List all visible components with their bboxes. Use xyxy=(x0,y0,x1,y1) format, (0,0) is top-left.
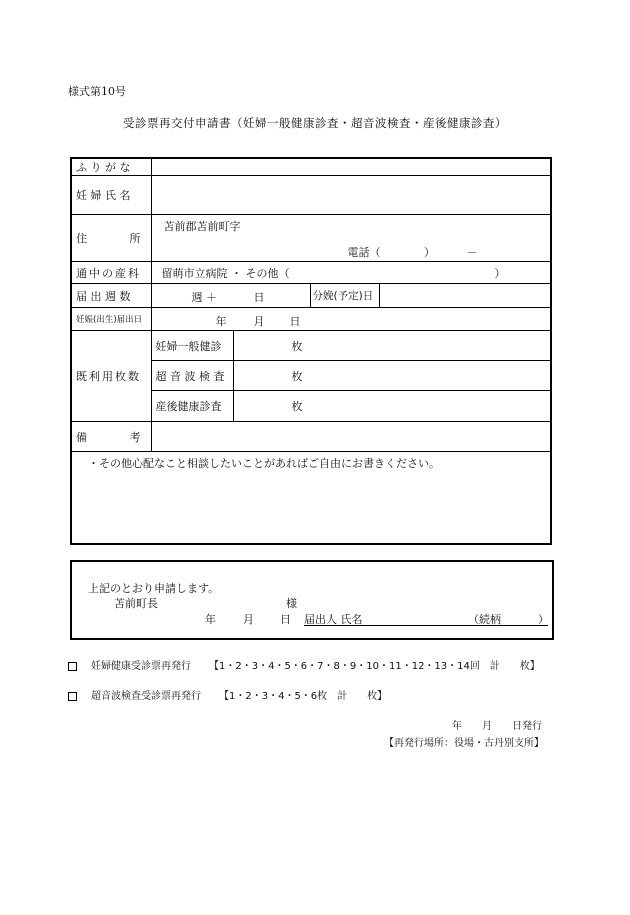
application-year: 年 xyxy=(205,613,216,626)
remarks-row xyxy=(71,422,551,452)
report-week-field[interactable] xyxy=(151,284,310,308)
application-box xyxy=(70,560,554,640)
used-label-ultrasound: 超 音 波 検 査 xyxy=(151,361,233,391)
week-text: 週 ＋ xyxy=(191,291,217,304)
form-title: 受診票再交付申請書（妊婦一般健康診査・超音波検査・産後健康診査） xyxy=(123,116,507,130)
applicant-underline xyxy=(304,625,548,626)
used-row-1 xyxy=(71,331,551,361)
form-number: 様式第10号 xyxy=(68,85,126,98)
used-label-checkup: 妊婦一般健診 xyxy=(151,331,233,361)
relation-label: （続柄 xyxy=(468,613,501,626)
remarks-label: 備 考 xyxy=(71,422,151,452)
reissue-checkup-line xyxy=(68,657,540,672)
name-label: 妊 婦 氏 名 xyxy=(71,176,151,215)
used-unit-postpartum: 枚 xyxy=(291,400,303,413)
reissue-ultrasound-label: 超音波検査受診票再発行 xyxy=(91,691,201,702)
addressee: 苫前町長 xyxy=(114,597,158,610)
notes-field[interactable] xyxy=(71,452,551,544)
birth-report-field[interactable] xyxy=(151,308,551,331)
issue-place: 【再発行場所：役場・古丹別支所】 xyxy=(384,738,544,749)
used-field-checkup[interactable] xyxy=(233,331,551,361)
honorific: 様 xyxy=(286,597,297,610)
reissue-ultrasound-checkbox[interactable] xyxy=(68,692,77,701)
used-label-postpartum: 産後健康診査 xyxy=(151,391,233,422)
hospital-field[interactable] xyxy=(151,262,551,284)
report-week-row xyxy=(71,284,551,308)
reissue-ultrasound-line xyxy=(68,687,387,702)
used-unit-checkup: 枚 xyxy=(291,339,303,353)
furigana-label: ふ り が な xyxy=(71,158,151,176)
due-date-label: 分娩(予定)日 xyxy=(310,284,379,308)
furigana-row xyxy=(71,158,551,176)
furigana-field[interactable] xyxy=(151,158,551,176)
hospital-label: 通中の産科 xyxy=(71,262,151,284)
birth-month: 月 xyxy=(253,315,265,328)
application-month: 月 xyxy=(243,613,254,626)
address-field[interactable] xyxy=(151,215,551,262)
application-statement: 上記のとおり申請します。 xyxy=(88,582,220,595)
applicant-label: 届出人 氏名 xyxy=(304,613,363,626)
notes-instruction: ・その他心配なこと相談したいことがあればご自由にお書きください。 xyxy=(88,457,440,470)
name-row xyxy=(71,176,551,215)
hospital-value: 留萌市立病院 ・ その他（ xyxy=(161,266,290,280)
day-text: 日 xyxy=(253,291,265,304)
used-field-ultrasound[interactable] xyxy=(233,361,551,391)
reissue-checkup-checkbox[interactable] xyxy=(68,662,77,671)
remarks-field[interactable] xyxy=(151,422,551,452)
birth-report-label: 妊娠(出生)届出日 xyxy=(71,308,151,331)
birth-day: 日 xyxy=(289,315,301,328)
issue-date: 年 月 日発行 xyxy=(452,721,542,732)
application-table xyxy=(70,157,552,545)
application-day: 日 xyxy=(280,613,291,626)
reissue-checkup-numbers: 【1・2・3・4・5・6・7・8・9・10・11・12・13・14回 計 枚】 xyxy=(209,661,540,672)
due-date-field[interactable] xyxy=(379,284,551,308)
report-week-label: 届 出 週 数 xyxy=(71,284,151,308)
hospital-row xyxy=(71,262,551,284)
used-field-postpartum[interactable] xyxy=(233,391,551,422)
relation-close: ） xyxy=(538,613,549,626)
reissue-checkup-label: 妊婦健康受診票再発行 xyxy=(91,661,191,672)
birth-report-row xyxy=(71,308,551,331)
birth-year: 年 xyxy=(215,315,227,328)
used-unit-ultrasound: 枚 xyxy=(291,369,303,383)
reissue-ultrasound-numbers: 【1・2・3・4・5・6枚 計 枚】 xyxy=(219,691,388,702)
address-label: 住 所 xyxy=(71,215,151,262)
name-field[interactable] xyxy=(151,176,551,215)
address-row xyxy=(71,215,551,262)
hospital-close: ） xyxy=(494,267,506,280)
phone-label: 電話（ ） － xyxy=(347,246,478,259)
used-label: 既利用枚数 xyxy=(71,331,151,422)
address-prefix: 苫前郡苫前町字 xyxy=(163,220,241,233)
notes-row xyxy=(71,452,551,544)
